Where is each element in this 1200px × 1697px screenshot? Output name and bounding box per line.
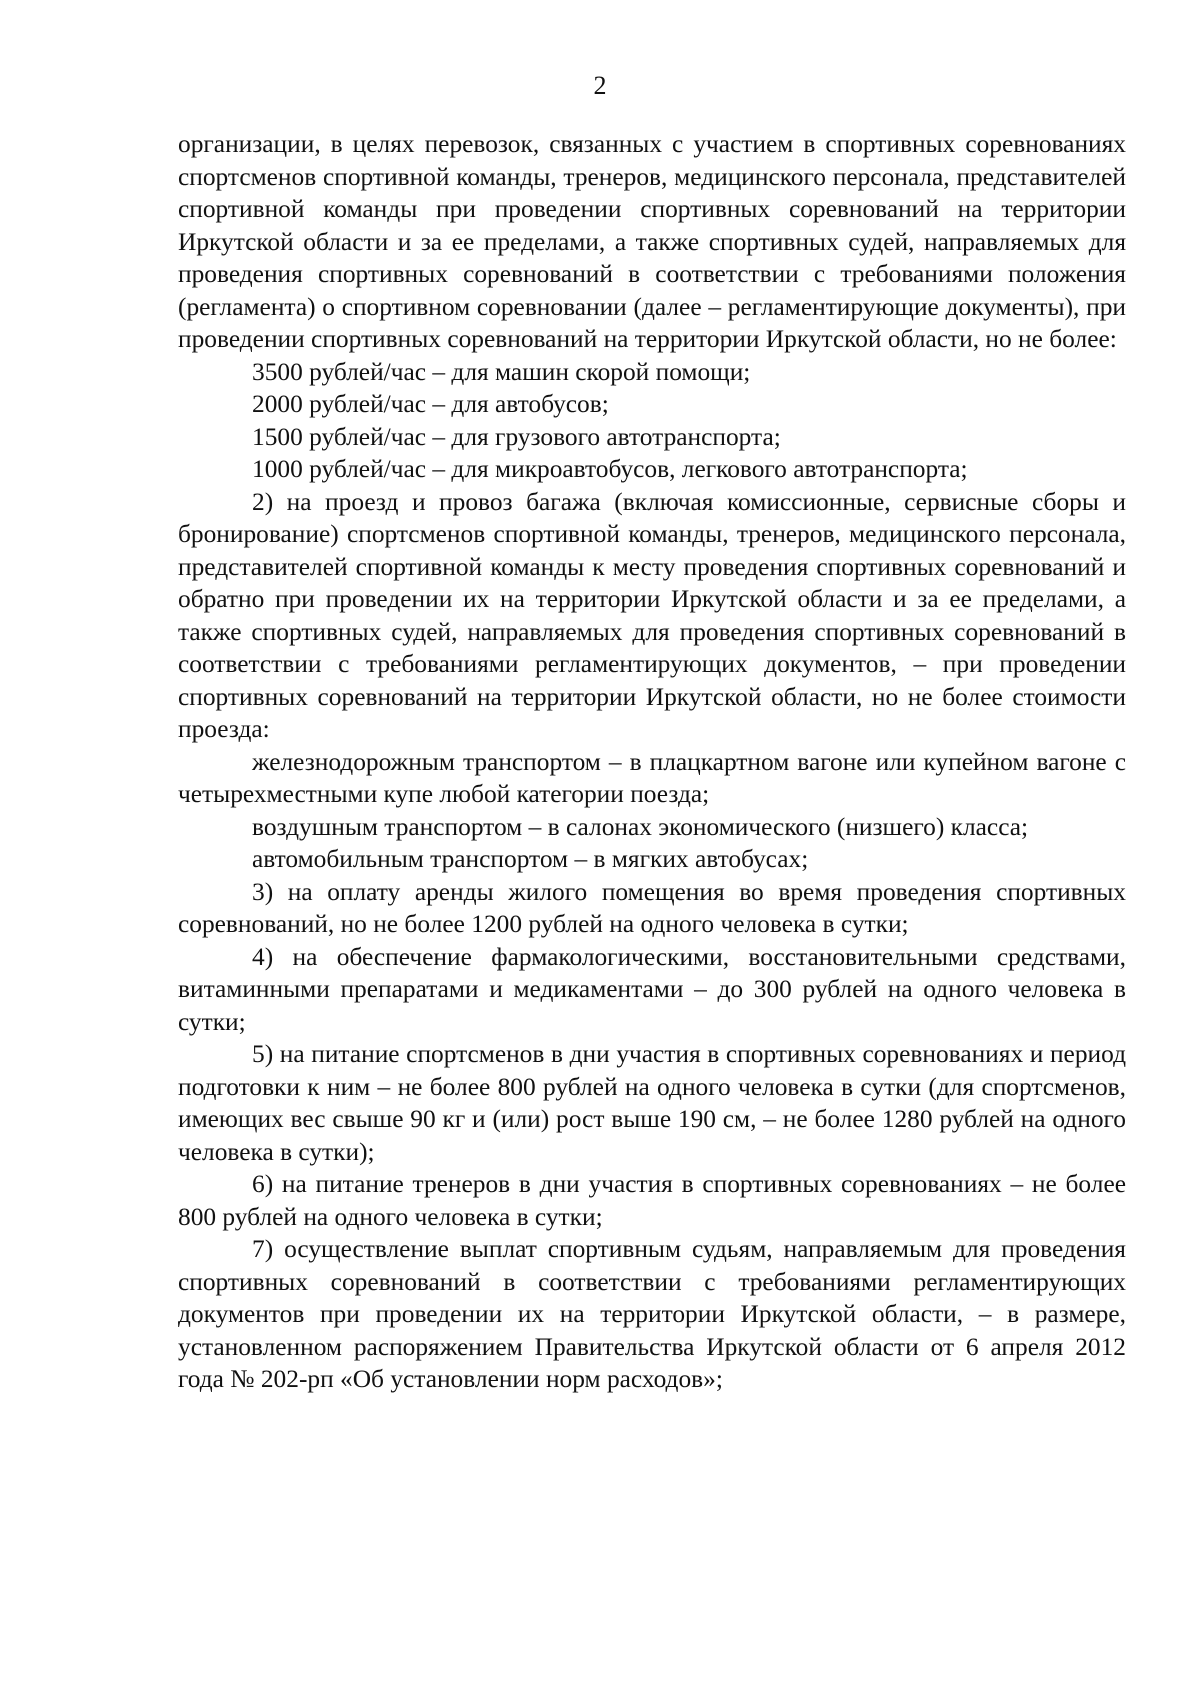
paragraph-intro: организации, в целях перевозок, связанных с участием в спортивных соревнованиях спортсменов спортивной команды, тренеров, медицинского персонала, представителей спортивной команды при проведении спортивных соревнований на территории Иркутской области и за ее пределами, а также спортивных судей, направляемых для проведения спортивных соревнований в соответствии с требованиями положения (регламента) о спортивном соревновании (далее – регламентирующие документы), при проведении спортивных соревнований на территории Иркутской области, но не более: [178,130,1126,353]
rate-minibuses: 1000 рублей/час – для микроавтобусов, легкового автотранспорта; [252,455,968,483]
rate-buses: 2000 рублей/час – для автобусов; [252,390,609,418]
travel-road: автомобильным транспортом – в мягких автобусах; [252,845,809,873]
item-3-accommodation: 3) на оплату аренды жилого помещения во время проведения спортивных соревнований, но не более 1200 рублей на одного человека в сутки; [178,877,1126,938]
travel-railway: железнодорожным транспортом – в плацкартном вагоне или купейном вагоне с четырехместными купе любой категории поезда; [178,747,1126,808]
item-6-coach-meals: 6) на питание тренеров в дни участия в спортивных соревнованиях – не более 800 рублей на одного человека в сутки; [178,1170,1126,1231]
item-4-medicines: 4) на обеспечение фармакологическими, восстановительными средствами, витаминными препаратами и медикаментами – до 300 рублей на одного человека в сутки; [178,942,1126,1036]
page-number: 2 [593,71,607,100]
rate-ambulance: 3500 рублей/час – для машин скорой помощи; [252,357,751,386]
document-body [178,128,1126,1396]
rate-trucks: 1500 рублей/час – для грузового автотранспорта; [252,422,781,451]
item-7-referee-payments: 7) осуществление выплат спортивным судьям, направляемым для проведения спортивных соревнований в соответствии с требованиями регламентирующих документов при проведении их на территории Иркутской области, – в размере, установленном распоряжением Правительства Иркутской области от 6 апреля 2012 года № 202-рп «Об установлении норм расходов»; [178,1235,1126,1393]
item-5-athlete-meals: 5) на питание спортсменов в дни участия в спортивных соревнованиях и период подготовки к ним – не более 800 рублей на одного человека в сутки (для спортсменов, имеющих вес свыше 90 кг и (или) рост выше 190 см, – не более 1280 рублей на одного человека в сутки); [178,1040,1126,1166]
item-2-travel: 2) на проезд и провоз багажа (включая комиссионные, сервисные сборы и бронирование) спортсменов спортивной команды, тренеров, медицинского персонала, представителей спортивной команды к месту проведения спортивных соревнований и обратно при проведении их на территории Иркутской области и за ее пределами, а также спортивных судей, направляемых для проведения спортивных соревнований в соответствии с требованиями регламентирующих документов, – при проведении спортивных соревнований на территории Иркутской области, но не более стоимости проезда: [178,487,1126,743]
travel-air: воздушным транспортом – в салонах экономического (низшего) класса; [252,812,1029,841]
